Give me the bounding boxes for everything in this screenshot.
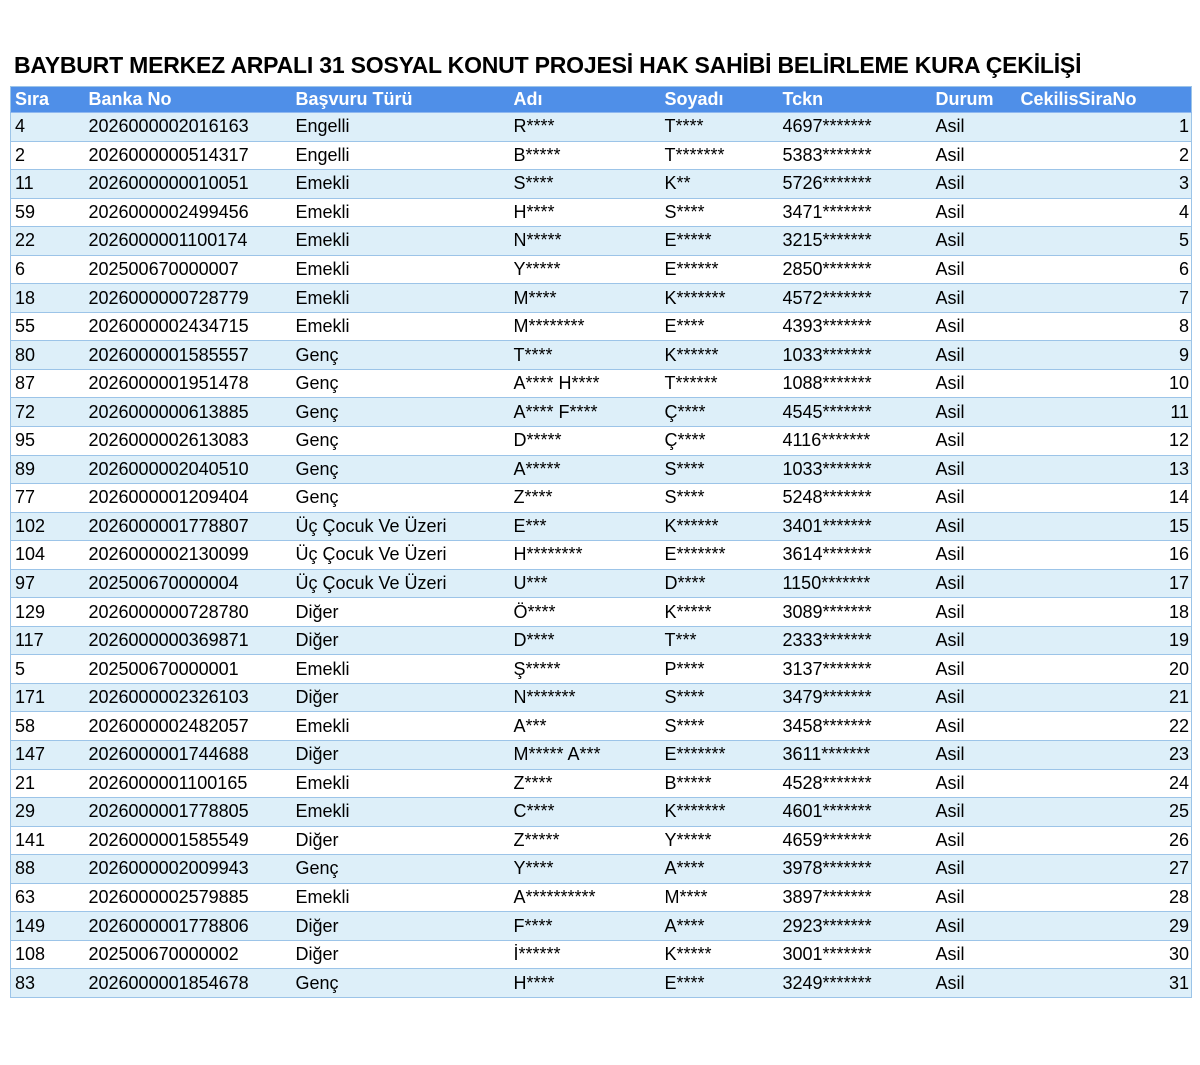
cell-basvuru-turu: Genç <box>292 855 510 884</box>
cell-adi: Z**** <box>510 769 661 798</box>
cell-tckn: 2923******* <box>779 912 932 941</box>
cell-tckn: 3001******* <box>779 940 932 969</box>
cell-tckn: 1033******* <box>779 455 932 484</box>
cell-adi: Z***** <box>510 826 661 855</box>
cell-sira: 29 <box>11 798 85 827</box>
cell-basvuru-turu: Emekli <box>292 170 510 199</box>
table-row <box>11 855 1192 884</box>
cell-adi: H**** <box>510 969 661 998</box>
cell-basvuru-turu: Diğer <box>292 912 510 941</box>
cell-adi: Ş***** <box>510 655 661 684</box>
col-header-soyadi: Soyadı <box>661 87 779 113</box>
cell-banka-no: 2026000001100165 <box>85 769 292 798</box>
cell-cekilis-sira-no: 18 <box>1017 598 1192 627</box>
cell-adi: R**** <box>510 113 661 142</box>
cell-sira: 102 <box>11 512 85 541</box>
cell-banka-no: 2026000001778805 <box>85 798 292 827</box>
cell-cekilis-sira-no: 8 <box>1017 312 1192 341</box>
cell-tckn: 3401******* <box>779 512 932 541</box>
table-row <box>11 826 1192 855</box>
cell-sira: 88 <box>11 855 85 884</box>
cell-cekilis-sira-no: 10 <box>1017 369 1192 398</box>
cell-durum: Asil <box>932 826 1017 855</box>
cell-basvuru-turu: Genç <box>292 969 510 998</box>
cell-adi: M**** <box>510 284 661 313</box>
table-row <box>11 741 1192 770</box>
cell-basvuru-turu: Diğer <box>292 683 510 712</box>
cell-soyadi: K** <box>661 170 779 199</box>
cell-basvuru-turu: Emekli <box>292 227 510 256</box>
cell-adi: H******** <box>510 541 661 570</box>
cell-sira: 18 <box>11 284 85 313</box>
col-header-basvuru-turu: Başvuru Türü <box>292 87 510 113</box>
cell-basvuru-turu: Emekli <box>292 655 510 684</box>
cell-cekilis-sira-no: 17 <box>1017 569 1192 598</box>
cell-adi: D**** <box>510 626 661 655</box>
cell-banka-no: 2026000000728779 <box>85 284 292 313</box>
cell-soyadi: A**** <box>661 855 779 884</box>
col-header-sira: Sıra <box>11 87 85 113</box>
table-row <box>11 427 1192 456</box>
cell-banka-no: 2026000001585549 <box>85 826 292 855</box>
cell-soyadi: M**** <box>661 883 779 912</box>
cell-basvuru-turu: Engelli <box>292 113 510 142</box>
cell-basvuru-turu: Emekli <box>292 883 510 912</box>
col-header-adi: Adı <box>510 87 661 113</box>
cell-durum: Asil <box>932 484 1017 513</box>
cell-banka-no: 2026000000369871 <box>85 626 292 655</box>
cell-cekilis-sira-no: 4 <box>1017 198 1192 227</box>
cell-durum: Asil <box>932 170 1017 199</box>
cell-tckn: 3479******* <box>779 683 932 712</box>
cell-soyadi: S**** <box>661 484 779 513</box>
table-body <box>11 113 1192 998</box>
col-header-durum: Durum <box>932 87 1017 113</box>
cell-cekilis-sira-no: 9 <box>1017 341 1192 370</box>
cell-sira: 63 <box>11 883 85 912</box>
cell-soyadi: T****** <box>661 369 779 398</box>
table-row <box>11 769 1192 798</box>
table-row <box>11 455 1192 484</box>
cell-sira: 6 <box>11 255 85 284</box>
cell-adi: İ****** <box>510 940 661 969</box>
cell-soyadi: K******* <box>661 798 779 827</box>
cell-durum: Asil <box>932 626 1017 655</box>
cell-banka-no: 202500670000001 <box>85 655 292 684</box>
cell-durum: Asil <box>932 398 1017 427</box>
cell-tckn: 4393******* <box>779 312 932 341</box>
cell-banka-no: 2026000001585557 <box>85 341 292 370</box>
table-row <box>11 398 1192 427</box>
cell-basvuru-turu: Emekli <box>292 712 510 741</box>
cell-sira: 87 <box>11 369 85 398</box>
cell-cekilis-sira-no: 16 <box>1017 541 1192 570</box>
cell-soyadi: Ç**** <box>661 427 779 456</box>
cell-cekilis-sira-no: 30 <box>1017 940 1192 969</box>
cell-sira: 4 <box>11 113 85 142</box>
cell-basvuru-turu: Diğer <box>292 598 510 627</box>
cell-tckn: 3897******* <box>779 883 932 912</box>
table-row <box>11 598 1192 627</box>
cell-cekilis-sira-no: 21 <box>1017 683 1192 712</box>
cell-soyadi: A**** <box>661 912 779 941</box>
table-row <box>11 255 1192 284</box>
cell-cekilis-sira-no: 11 <box>1017 398 1192 427</box>
cell-basvuru-turu: Üç Çocuk Ve Üzeri <box>292 512 510 541</box>
cell-banka-no: 2026000002579885 <box>85 883 292 912</box>
table-row <box>11 683 1192 712</box>
cell-durum: Asil <box>932 598 1017 627</box>
cell-tckn: 4697******* <box>779 113 932 142</box>
table-row <box>11 969 1192 998</box>
table-row <box>11 626 1192 655</box>
cell-cekilis-sira-no: 5 <box>1017 227 1192 256</box>
cell-adi: M******** <box>510 312 661 341</box>
cell-cekilis-sira-no: 23 <box>1017 741 1192 770</box>
cell-adi: A********** <box>510 883 661 912</box>
cell-soyadi: Y***** <box>661 826 779 855</box>
cell-durum: Asil <box>932 655 1017 684</box>
cell-soyadi: S**** <box>661 455 779 484</box>
document-title: BAYBURT MERKEZ ARPALI 31 SOSYAL KONUT PROJESİ HAK SAHİBİ BELİRLEME KURA ÇEKİLİŞİ <box>14 52 1082 78</box>
cell-soyadi: T******* <box>661 141 779 170</box>
cell-soyadi: T*** <box>661 626 779 655</box>
cell-banka-no: 2026000001778806 <box>85 912 292 941</box>
cell-sira: 141 <box>11 826 85 855</box>
cell-sira: 89 <box>11 455 85 484</box>
cell-banka-no: 2026000001100174 <box>85 227 292 256</box>
cell-soyadi: K***** <box>661 598 779 627</box>
cell-banka-no: 2026000002434715 <box>85 312 292 341</box>
cell-tckn: 3978******* <box>779 855 932 884</box>
cell-adi: B***** <box>510 141 661 170</box>
cell-durum: Asil <box>932 369 1017 398</box>
cell-banka-no: 2026000000728780 <box>85 598 292 627</box>
cell-banka-no: 2026000001744688 <box>85 741 292 770</box>
cell-durum: Asil <box>932 855 1017 884</box>
cell-basvuru-turu: Genç <box>292 427 510 456</box>
cell-cekilis-sira-no: 12 <box>1017 427 1192 456</box>
cell-cekilis-sira-no: 6 <box>1017 255 1192 284</box>
cell-soyadi: S**** <box>661 683 779 712</box>
cell-cekilis-sira-no: 28 <box>1017 883 1192 912</box>
cell-soyadi: E******* <box>661 741 779 770</box>
cell-durum: Asil <box>932 940 1017 969</box>
cell-soyadi: B***** <box>661 769 779 798</box>
cell-sira: 104 <box>11 541 85 570</box>
cell-adi: E*** <box>510 512 661 541</box>
cell-soyadi: P**** <box>661 655 779 684</box>
cell-cekilis-sira-no: 24 <box>1017 769 1192 798</box>
cell-durum: Asil <box>932 141 1017 170</box>
cell-durum: Asil <box>932 683 1017 712</box>
cell-soyadi: K****** <box>661 512 779 541</box>
table-row <box>11 883 1192 912</box>
table-row <box>11 912 1192 941</box>
cell-cekilis-sira-no: 27 <box>1017 855 1192 884</box>
cell-banka-no: 2026000002040510 <box>85 455 292 484</box>
table-row <box>11 798 1192 827</box>
cell-basvuru-turu: Emekli <box>292 198 510 227</box>
cell-tckn: 2850******* <box>779 255 932 284</box>
cell-soyadi: T**** <box>661 113 779 142</box>
table-row <box>11 569 1192 598</box>
cell-cekilis-sira-no: 13 <box>1017 455 1192 484</box>
cell-banka-no: 2026000001778807 <box>85 512 292 541</box>
cell-adi: A*** <box>510 712 661 741</box>
cell-durum: Asil <box>932 227 1017 256</box>
cell-durum: Asil <box>932 769 1017 798</box>
cell-tckn: 1088******* <box>779 369 932 398</box>
table-row <box>11 940 1192 969</box>
cell-sira: 58 <box>11 712 85 741</box>
cell-sira: 22 <box>11 227 85 256</box>
cell-durum: Asil <box>932 912 1017 941</box>
col-header-tckn: Tckn <box>779 87 932 113</box>
cell-cekilis-sira-no: 20 <box>1017 655 1192 684</box>
cell-banka-no: 202500670000007 <box>85 255 292 284</box>
table-row <box>11 113 1192 142</box>
cell-banka-no: 2026000002613083 <box>85 427 292 456</box>
cell-sira: 95 <box>11 427 85 456</box>
cell-sira: 21 <box>11 769 85 798</box>
cell-tckn: 5248******* <box>779 484 932 513</box>
cell-adi: N***** <box>510 227 661 256</box>
cell-durum: Asil <box>932 255 1017 284</box>
cell-tckn: 5726******* <box>779 170 932 199</box>
cell-soyadi: E**** <box>661 312 779 341</box>
table-row <box>11 141 1192 170</box>
cell-adi: A**** H**** <box>510 369 661 398</box>
cell-cekilis-sira-no: 2 <box>1017 141 1192 170</box>
cell-tckn: 4545******* <box>779 398 932 427</box>
cell-durum: Asil <box>932 284 1017 313</box>
cell-tckn: 3249******* <box>779 969 932 998</box>
cell-basvuru-turu: Diğer <box>292 826 510 855</box>
cell-adi: S**** <box>510 170 661 199</box>
cell-cekilis-sira-no: 22 <box>1017 712 1192 741</box>
table-row <box>11 541 1192 570</box>
cell-cekilis-sira-no: 3 <box>1017 170 1192 199</box>
cell-adi: A**** F**** <box>510 398 661 427</box>
cell-banka-no: 2026000001209404 <box>85 484 292 513</box>
cell-tckn: 4116******* <box>779 427 932 456</box>
cell-durum: Asil <box>932 512 1017 541</box>
cell-soyadi: E****** <box>661 255 779 284</box>
cell-durum: Asil <box>932 712 1017 741</box>
cell-durum: Asil <box>932 569 1017 598</box>
cell-sira: 55 <box>11 312 85 341</box>
cell-tckn: 3471******* <box>779 198 932 227</box>
cell-tckn: 3215******* <box>779 227 932 256</box>
cell-adi: Y***** <box>510 255 661 284</box>
cell-sira: 72 <box>11 398 85 427</box>
cell-adi: N******* <box>510 683 661 712</box>
table-row <box>11 312 1192 341</box>
cell-cekilis-sira-no: 29 <box>1017 912 1192 941</box>
cell-banka-no: 2026000002130099 <box>85 541 292 570</box>
results-table <box>10 86 1192 998</box>
cell-adi: M***** A*** <box>510 741 661 770</box>
cell-sira: 108 <box>11 940 85 969</box>
cell-cekilis-sira-no: 7 <box>1017 284 1192 313</box>
cell-banka-no: 202500670000002 <box>85 940 292 969</box>
cell-adi: U*** <box>510 569 661 598</box>
cell-basvuru-turu: Emekli <box>292 255 510 284</box>
col-header-cekilis-sira-no: CekilisSiraNo <box>1017 87 1192 113</box>
cell-sira: 149 <box>11 912 85 941</box>
cell-basvuru-turu: Genç <box>292 369 510 398</box>
cell-tckn: 3089******* <box>779 598 932 627</box>
cell-banka-no: 2026000000010051 <box>85 170 292 199</box>
cell-tckn: 2333******* <box>779 626 932 655</box>
cell-banka-no: 2026000000514317 <box>85 141 292 170</box>
cell-basvuru-turu: Diğer <box>292 626 510 655</box>
table-row <box>11 369 1192 398</box>
cell-durum: Asil <box>932 427 1017 456</box>
cell-tckn: 3137******* <box>779 655 932 684</box>
cell-basvuru-turu: Üç Çocuk Ve Üzeri <box>292 541 510 570</box>
cell-tckn: 5383******* <box>779 141 932 170</box>
cell-banka-no: 202500670000004 <box>85 569 292 598</box>
cell-durum: Asil <box>932 883 1017 912</box>
cell-soyadi: E**** <box>661 969 779 998</box>
cell-cekilis-sira-no: 14 <box>1017 484 1192 513</box>
cell-sira: 83 <box>11 969 85 998</box>
cell-adi: Ö**** <box>510 598 661 627</box>
cell-basvuru-turu: Emekli <box>292 312 510 341</box>
cell-durum: Asil <box>932 969 1017 998</box>
cell-sira: 97 <box>11 569 85 598</box>
table-row <box>11 284 1192 313</box>
cell-basvuru-turu: Genç <box>292 455 510 484</box>
cell-sira: 5 <box>11 655 85 684</box>
cell-basvuru-turu: Engelli <box>292 141 510 170</box>
table-row <box>11 198 1192 227</box>
cell-cekilis-sira-no: 25 <box>1017 798 1192 827</box>
cell-adi: Z**** <box>510 484 661 513</box>
cell-adi: F**** <box>510 912 661 941</box>
cell-basvuru-turu: Üç Çocuk Ve Üzeri <box>292 569 510 598</box>
cell-sira: 11 <box>11 170 85 199</box>
cell-adi: H**** <box>510 198 661 227</box>
table-row <box>11 655 1192 684</box>
cell-tckn: 4659******* <box>779 826 932 855</box>
cell-tckn: 1150******* <box>779 569 932 598</box>
cell-basvuru-turu: Genç <box>292 341 510 370</box>
cell-basvuru-turu: Genç <box>292 484 510 513</box>
cell-tckn: 3611******* <box>779 741 932 770</box>
cell-soyadi: D**** <box>661 569 779 598</box>
cell-sira: 147 <box>11 741 85 770</box>
cell-basvuru-turu: Diğer <box>292 741 510 770</box>
cell-banka-no: 2026000002482057 <box>85 712 292 741</box>
cell-sira: 80 <box>11 341 85 370</box>
cell-banka-no: 2026000000613885 <box>85 398 292 427</box>
cell-adi: D***** <box>510 427 661 456</box>
cell-soyadi: E***** <box>661 227 779 256</box>
cell-soyadi: Ç**** <box>661 398 779 427</box>
cell-cekilis-sira-no: 1 <box>1017 113 1192 142</box>
cell-adi: T**** <box>510 341 661 370</box>
cell-durum: Asil <box>932 312 1017 341</box>
cell-banka-no: 2026000002499456 <box>85 198 292 227</box>
cell-tckn: 4528******* <box>779 769 932 798</box>
cell-basvuru-turu: Diğer <box>292 940 510 969</box>
cell-adi: Y**** <box>510 855 661 884</box>
cell-tckn: 4601******* <box>779 798 932 827</box>
table-row <box>11 341 1192 370</box>
cell-banka-no: 2026000002016163 <box>85 113 292 142</box>
cell-sira: 117 <box>11 626 85 655</box>
cell-durum: Asil <box>932 741 1017 770</box>
table-row <box>11 227 1192 256</box>
cell-sira: 59 <box>11 198 85 227</box>
table-row <box>11 484 1192 513</box>
cell-tckn: 1033******* <box>779 341 932 370</box>
cell-soyadi: K******* <box>661 284 779 313</box>
cell-banka-no: 2026000001951478 <box>85 369 292 398</box>
cell-cekilis-sira-no: 31 <box>1017 969 1192 998</box>
cell-durum: Asil <box>932 455 1017 484</box>
col-header-banka-no: Banka No <box>85 87 292 113</box>
cell-durum: Asil <box>932 113 1017 142</box>
cell-soyadi: K****** <box>661 341 779 370</box>
cell-cekilis-sira-no: 19 <box>1017 626 1192 655</box>
cell-durum: Asil <box>932 798 1017 827</box>
cell-durum: Asil <box>932 198 1017 227</box>
table-row <box>11 712 1192 741</box>
cell-soyadi: K***** <box>661 940 779 969</box>
cell-basvuru-turu: Emekli <box>292 769 510 798</box>
cell-banka-no: 2026000002009943 <box>85 855 292 884</box>
cell-cekilis-sira-no: 15 <box>1017 512 1192 541</box>
cell-durum: Asil <box>932 341 1017 370</box>
cell-adi: C**** <box>510 798 661 827</box>
cell-banka-no: 2026000001854678 <box>85 969 292 998</box>
cell-sira: 171 <box>11 683 85 712</box>
table-row <box>11 512 1192 541</box>
cell-basvuru-turu: Emekli <box>292 284 510 313</box>
cell-adi: A***** <box>510 455 661 484</box>
cell-soyadi: S**** <box>661 198 779 227</box>
cell-sira: 129 <box>11 598 85 627</box>
cell-tckn: 4572******* <box>779 284 932 313</box>
cell-soyadi: S**** <box>661 712 779 741</box>
cell-cekilis-sira-no: 26 <box>1017 826 1192 855</box>
cell-banka-no: 2026000002326103 <box>85 683 292 712</box>
cell-basvuru-turu: Genç <box>292 398 510 427</box>
cell-tckn: 3614******* <box>779 541 932 570</box>
cell-tckn: 3458******* <box>779 712 932 741</box>
cell-basvuru-turu: Emekli <box>292 798 510 827</box>
cell-durum: Asil <box>932 541 1017 570</box>
cell-sira: 77 <box>11 484 85 513</box>
cell-sira: 2 <box>11 141 85 170</box>
cell-soyadi: E******* <box>661 541 779 570</box>
table-header-row <box>11 87 1192 113</box>
table-row <box>11 170 1192 199</box>
